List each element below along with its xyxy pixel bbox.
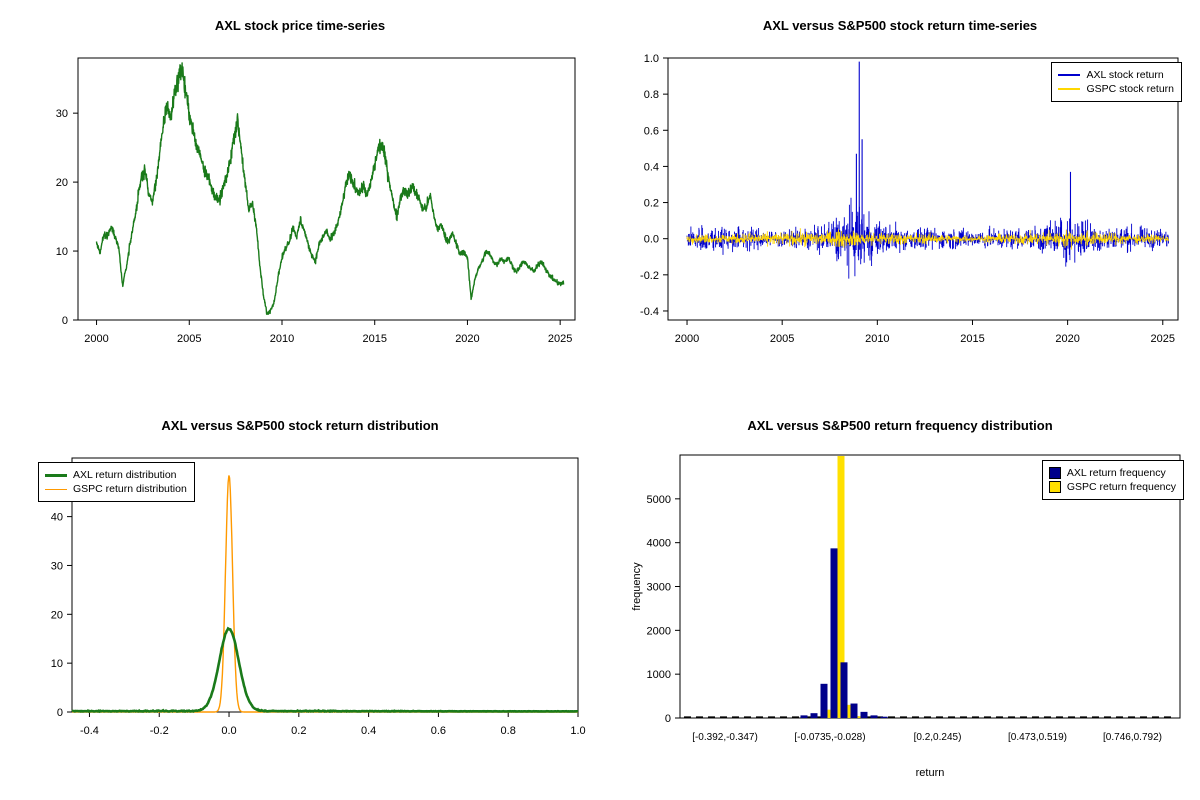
panel-title-return-frequency: AXL versus S&P500 return frequency distribution (747, 418, 1053, 433)
legend-label-gspc-frequency: GSPC return frequency (1066, 481, 1176, 493)
legend-line-gspc-return (1058, 88, 1080, 90)
panel-return-distribution (0, 400, 600, 800)
x-tick-label: 1.0 (570, 725, 586, 737)
panel-axl-price-timeseries (0, 0, 600, 400)
y-tick-label: 30 (50, 560, 63, 573)
x-tick-label: [-0.392,-0.347) (692, 732, 758, 743)
x-tick-label: 2025 (1150, 333, 1176, 345)
y-tick-label: 10 (55, 246, 68, 259)
y-tick-label: 1.0 (643, 53, 659, 65)
y-tick-label: 0.4 (643, 161, 659, 174)
bar-axl (871, 715, 878, 718)
legend-label-axl-density: AXL return distribution (73, 469, 177, 481)
legend-label-axl-return: AXL stock return (1086, 69, 1164, 81)
plot-frame (78, 58, 575, 320)
y-tick-label: 20 (55, 177, 68, 190)
legend-label-gspc-density: GSPC return distribution (73, 483, 187, 495)
x-tick-label: 0.0 (221, 725, 237, 737)
x-tick-label: 2000 (674, 333, 700, 345)
x-tick-label: 2020 (1055, 333, 1080, 345)
y-axis-label: frequency (631, 562, 643, 611)
legend-item-gspc-return (1058, 82, 1174, 96)
y-tick-label: 0.8 (643, 89, 659, 102)
bar-axl (831, 548, 838, 718)
x-tick-label: 0.6 (430, 725, 447, 737)
x-tick-label: 2010 (865, 333, 890, 345)
y-tick-label: 0 (56, 707, 63, 719)
y-tick-label: -0.4 (640, 305, 659, 318)
y-tick-label: 0.0 (643, 233, 659, 246)
y-tick-label: 10 (50, 658, 63, 671)
panel-title-return-distribution: AXL versus S&P500 stock return distribution (161, 418, 439, 433)
x-tick-label: 0.4 (360, 725, 377, 737)
legend-line-axl-return (1058, 74, 1080, 76)
legend-return-timeseries (1051, 62, 1182, 102)
y-tick-label: 0.2 (643, 197, 659, 210)
bar-axl (881, 717, 888, 718)
y-tick-label: 0 (61, 315, 68, 327)
x-tick-label: -0.4 (79, 725, 99, 737)
y-tick-label: 0 (664, 713, 671, 725)
x-tick-label: 0.2 (291, 725, 307, 737)
x-tick-label: 2025 (547, 333, 573, 345)
y-tick-label: 3000 (646, 581, 671, 594)
panel-return-frequency (600, 400, 1200, 800)
y-tick-label: 4000 (646, 537, 671, 550)
x-tick-label: 0.8 (500, 725, 516, 737)
axl-return-spikes (856, 62, 1070, 239)
legend-swatch-gspc-frequency (1049, 481, 1061, 493)
y-tick-label: 5000 (646, 493, 671, 506)
panel-return-timeseries (600, 0, 1200, 400)
bar-axl (821, 684, 828, 718)
y-tick-label: 20 (50, 609, 63, 622)
legend-label-gspc-return: GSPC stock return (1086, 83, 1174, 95)
panel-title-return-timeseries: AXL versus S&P500 stock return time-series (762, 18, 1038, 33)
x-tick-label: 2005 (177, 333, 202, 345)
legend-line-axl-density (45, 474, 67, 477)
y-tick-label: -0.2 (640, 269, 659, 282)
y-tick-label: 40 (50, 511, 63, 524)
axl-price-line (97, 63, 564, 314)
x-tick-label: [-0.0735,-0.028) (794, 732, 866, 743)
x-axis-label: return (915, 767, 945, 779)
x-tick-label: 2005 (769, 333, 795, 345)
legend-item-gspc-frequency (1049, 480, 1176, 494)
x-tick-label: 2020 (455, 333, 480, 345)
bar-axl (801, 715, 808, 718)
x-tick-label: 2015 (960, 333, 985, 345)
density-curve (72, 629, 578, 712)
y-tick-label: 30 (55, 108, 68, 121)
legend-return-distribution (38, 462, 195, 502)
y-tick-label: 2000 (646, 625, 671, 638)
x-tick-label: [0.746,0.792) (1103, 732, 1162, 743)
legend-item-axl-density (45, 468, 187, 482)
x-tick-label: 2000 (84, 333, 109, 345)
bar-axl (861, 712, 868, 718)
legend-item-axl-return (1058, 68, 1174, 82)
axl-price-plot (0, 0, 600, 400)
panel-title-axl-price: AXL stock price time-series (214, 18, 386, 33)
density-curve (72, 475, 578, 712)
x-tick-label: 2015 (362, 333, 387, 345)
return-distribution-plot (0, 400, 600, 800)
x-tick-label: -0.2 (149, 725, 169, 737)
x-tick-label: [0.2,0.245) (913, 732, 962, 743)
legend-swatch-axl-frequency (1049, 467, 1061, 479)
bar-axl (841, 662, 848, 718)
legend-item-axl-frequency (1049, 466, 1176, 480)
bar-axl (811, 713, 818, 718)
legend-label-axl-frequency: AXL return frequency (1066, 467, 1166, 479)
legend-return-frequency (1042, 460, 1184, 500)
legend-line-gspc-density (45, 489, 67, 490)
bar-axl (851, 704, 858, 718)
x-tick-label: [0.473,0.519) (1008, 732, 1067, 743)
y-tick-label: 0.6 (643, 125, 659, 138)
return-timeseries-plot (600, 0, 1200, 400)
x-tick-label: 2010 (269, 333, 295, 345)
y-tick-label: 1000 (646, 669, 671, 682)
legend-item-gspc-density (45, 482, 187, 496)
